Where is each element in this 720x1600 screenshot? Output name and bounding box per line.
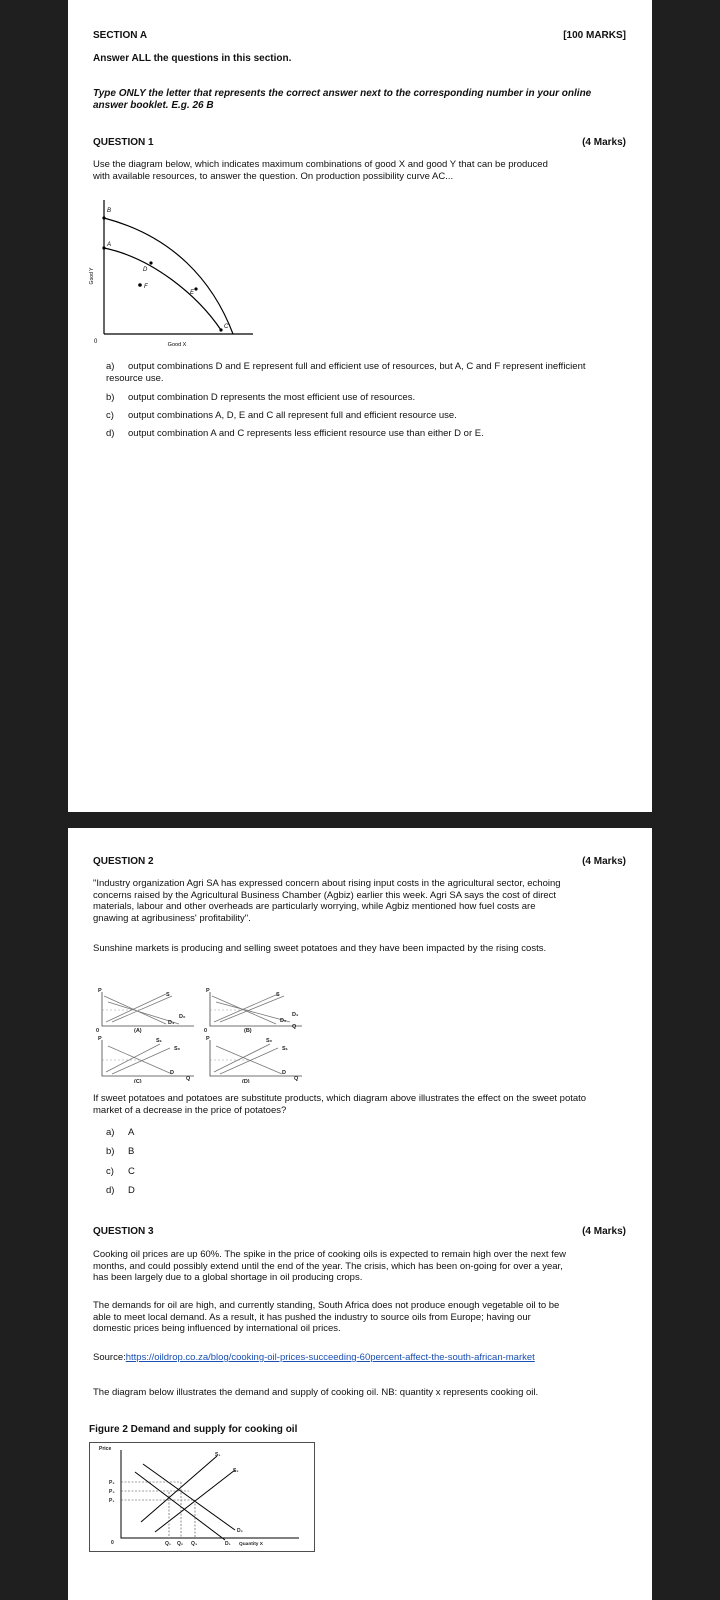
diagram-c-p-label: P (98, 1036, 102, 1042)
q2-option-b (106, 1146, 134, 1158)
figure-2-d2-label: D₂ (237, 1528, 243, 1534)
diagram-a-label: (A) (134, 1028, 142, 1034)
diagram-b-zero-label: 0 (204, 1028, 208, 1034)
question-3-source (93, 1352, 633, 1364)
diagram-b-s-label: S (276, 992, 280, 998)
figure-2-p2-label: P₂ (109, 1480, 115, 1486)
q1-option-d-text: output combination A and C represents less efficient resource use than either D or E. (128, 428, 484, 439)
supply-curve-s1 (141, 1456, 217, 1522)
type-instruction: Type ONLY the letter that represents the correct answer next to the corresponding number in your online answer booklet. E.g. 26 B (93, 88, 592, 111)
figure-2-quantity-label: Quantity X (239, 1542, 263, 1547)
point-d-label: D (143, 267, 148, 273)
diagram-b-d1-label: D₁ (292, 1012, 299, 1018)
question-3-paragraph-2: The demands for oil are high, and currently standing, South Africa does not produce enough vegetable oil to be able to meet local demand. As a result, it has pushed the industry to source oils from Europe; having our domestic prices being influenced by international oil prices. (93, 1300, 560, 1334)
q1-option-c-letter: c) (106, 410, 114, 421)
figure-2-d1-label: D₁ (225, 1541, 231, 1547)
q2-option-a (106, 1127, 134, 1139)
point-a-dot (102, 246, 105, 249)
q1-option-c (106, 410, 616, 422)
diagram-d-d-label: D (282, 1070, 286, 1076)
q1-option-a (106, 361, 616, 384)
diagram-b-label: (B) (244, 1028, 252, 1034)
figure-2-s1-label: S₁ (215, 1452, 221, 1458)
diagram-c-label: (C) (134, 1079, 142, 1083)
q1-option-b (106, 392, 616, 404)
point-f-dot (138, 283, 142, 287)
point-e-label: E (190, 290, 195, 296)
diagram-b-q-label: Q (292, 1024, 297, 1030)
q1-option-a-letter: a) (106, 361, 115, 372)
diagram-a-d0-label: D₀ (179, 1014, 186, 1020)
q2-option-b-text: B (128, 1146, 135, 1157)
instruction: Answer ALL the questions in this section. (93, 53, 292, 64)
point-f-label: F (144, 284, 148, 290)
question-1-text: Use the diagram below, which indicates maximum combinations of good X and good Y that can be produced with available resources, to answer the question. On production possibility curve AC... (93, 159, 548, 182)
diagram-a-s-label: S (166, 992, 170, 998)
q2-option-c (106, 1166, 135, 1178)
question-2-quote: "Industry organization Agri SA has expressed concern about rising input costs in the agricultural sector, echoing concerns raised by the Agricultural Business Chamber (Agbiz) earlier this week. Agri SA says the cost of direct materials, labour and other overheads are particularly worrying, while Agbiz mentioned how fuel costs are gnawing at agribusiness' profitability". (93, 878, 561, 924)
supply-demand-diagrams (94, 988, 324, 1083)
q2-option-d (106, 1185, 135, 1197)
outer-curve (104, 218, 233, 334)
diagram-c-s1-label: S₁ (156, 1038, 162, 1044)
demand-curve-d1 (135, 1472, 225, 1540)
point-d-dot (149, 261, 152, 264)
point-a-label: A (107, 242, 112, 248)
document-page-2 (68, 828, 652, 1600)
figure-2-origin-label: 0 (111, 1540, 114, 1546)
diagram-d-label: (D) (242, 1079, 250, 1083)
question-2-question: If sweet potatoes and potatoes are substitute products, which diagram above illustrates the effect on the sweet potato market of a decrease in the price of potatoes? (93, 1093, 587, 1116)
diagram-d-s0-label: S₀ (266, 1038, 273, 1044)
point-c-dot (219, 328, 222, 331)
question-3-title: QUESTION 3 (93, 1226, 154, 1237)
question-2-title: QUESTION 2 (93, 856, 154, 867)
question-3-paragraph-1: Cooking oil prices are up 60%. The spike in the price of cooking oils is expected to remain high over the next few months, and could possibly extend until the end of the year. The crisis, which has been on-going for over a year, has been largely due to a global shortage in oil producing crops. (93, 1249, 566, 1283)
q1-option-c-text: output combinations A, D, E and C all represent full and efficient resource use. (128, 410, 457, 421)
point-b-label: B (107, 208, 112, 214)
question-1-title: QUESTION 1 (93, 137, 154, 148)
figure-2-s2-label: S₂ (233, 1468, 239, 1474)
diagram-b-p-label: P (206, 988, 210, 994)
section-title: SECTION A (93, 30, 148, 41)
q2-option-c-letter: c) (106, 1166, 114, 1177)
figure-2-title: Figure 2 Demand and supply for cooking oil (89, 1424, 298, 1435)
curve-ac (104, 248, 221, 330)
document-page-1 (68, 0, 652, 812)
diagram-d-q-label: Q (294, 1076, 299, 1082)
q2-option-c-text: C (128, 1166, 135, 1177)
diagram-a-p-label: P (98, 988, 102, 994)
q2-option-b-letter: b) (106, 1146, 115, 1157)
source-link[interactable]: https://oildrop.co.za/blog/cooking-oil-prices-succeeding-60percent-affect-the-south-african-market (125, 1352, 535, 1363)
q2-option-d-text: D (128, 1185, 135, 1196)
figure-2-p3-label: P₃ (109, 1489, 115, 1495)
figure-2-p1-label: P₁ (109, 1498, 115, 1504)
diagram-d-s1-label: S₁ (282, 1046, 288, 1052)
diagram-d-p-label: P (206, 1036, 210, 1042)
y-axis-label: Good Y (89, 267, 95, 285)
q1-option-b-text: output combination D represents the most efficient use of resources. (128, 392, 416, 403)
question-2-context: Sunshine markets is producing and selling sweet potatoes and they have been impacted by the rising costs. (93, 943, 547, 954)
ppc-diagram (83, 196, 263, 356)
diagram-c-q-label: Q (186, 1076, 191, 1082)
q1-option-d-letter: d) (106, 428, 115, 439)
figure-2-q3-label: Q₃ (191, 1541, 198, 1547)
figure-2-q1-label: Q₁ (165, 1541, 171, 1547)
origin-label: 0 (94, 339, 98, 345)
q2-option-d-letter: d) (106, 1185, 115, 1196)
x-axis-label: Good X (167, 342, 187, 348)
diagram-a-zero-label: 0 (96, 1028, 100, 1034)
q2-option-a-letter: a) (106, 1127, 115, 1138)
diagram-c-s0-label: S₀ (174, 1046, 181, 1052)
figure-2-price-label: Price (99, 1446, 112, 1452)
point-c-label: C (224, 324, 229, 330)
q1-option-d (106, 428, 616, 440)
diagram-b-d0-label: D₀ (280, 1018, 287, 1024)
q1-option-b-letter: b) (106, 392, 115, 403)
point-b-dot (102, 216, 105, 219)
demand-curve-d2 (143, 1464, 235, 1530)
point-e-dot (194, 287, 197, 290)
section-marks: [100 MARKS] (563, 30, 626, 41)
source-label: Source: (93, 1352, 126, 1363)
figure-2-diagram (89, 1442, 315, 1552)
figure-2-q2-label: Q₂ (177, 1541, 184, 1547)
q1-option-a-text: output combinations D and E represent full and efficient use of resources, but A, C and F represent inefficient resource use. (106, 361, 586, 384)
diagram-a-d1-label: D₁ (168, 1020, 175, 1026)
question-1-marks: (4 Marks) (582, 137, 626, 148)
question-2-marks: (4 Marks) (582, 856, 626, 867)
question-3-marks: (4 Marks) (582, 1226, 626, 1237)
question-3-diagram-intro: The diagram below illustrates the demand and supply of cooking oil. NB: quantity x represents cooking oil. (93, 1387, 539, 1398)
figure-2-frame (90, 1443, 315, 1552)
q2-option-a-text: A (128, 1127, 135, 1138)
figure-2-axes (121, 1450, 299, 1538)
diagram-c-d-label: D (170, 1070, 174, 1076)
